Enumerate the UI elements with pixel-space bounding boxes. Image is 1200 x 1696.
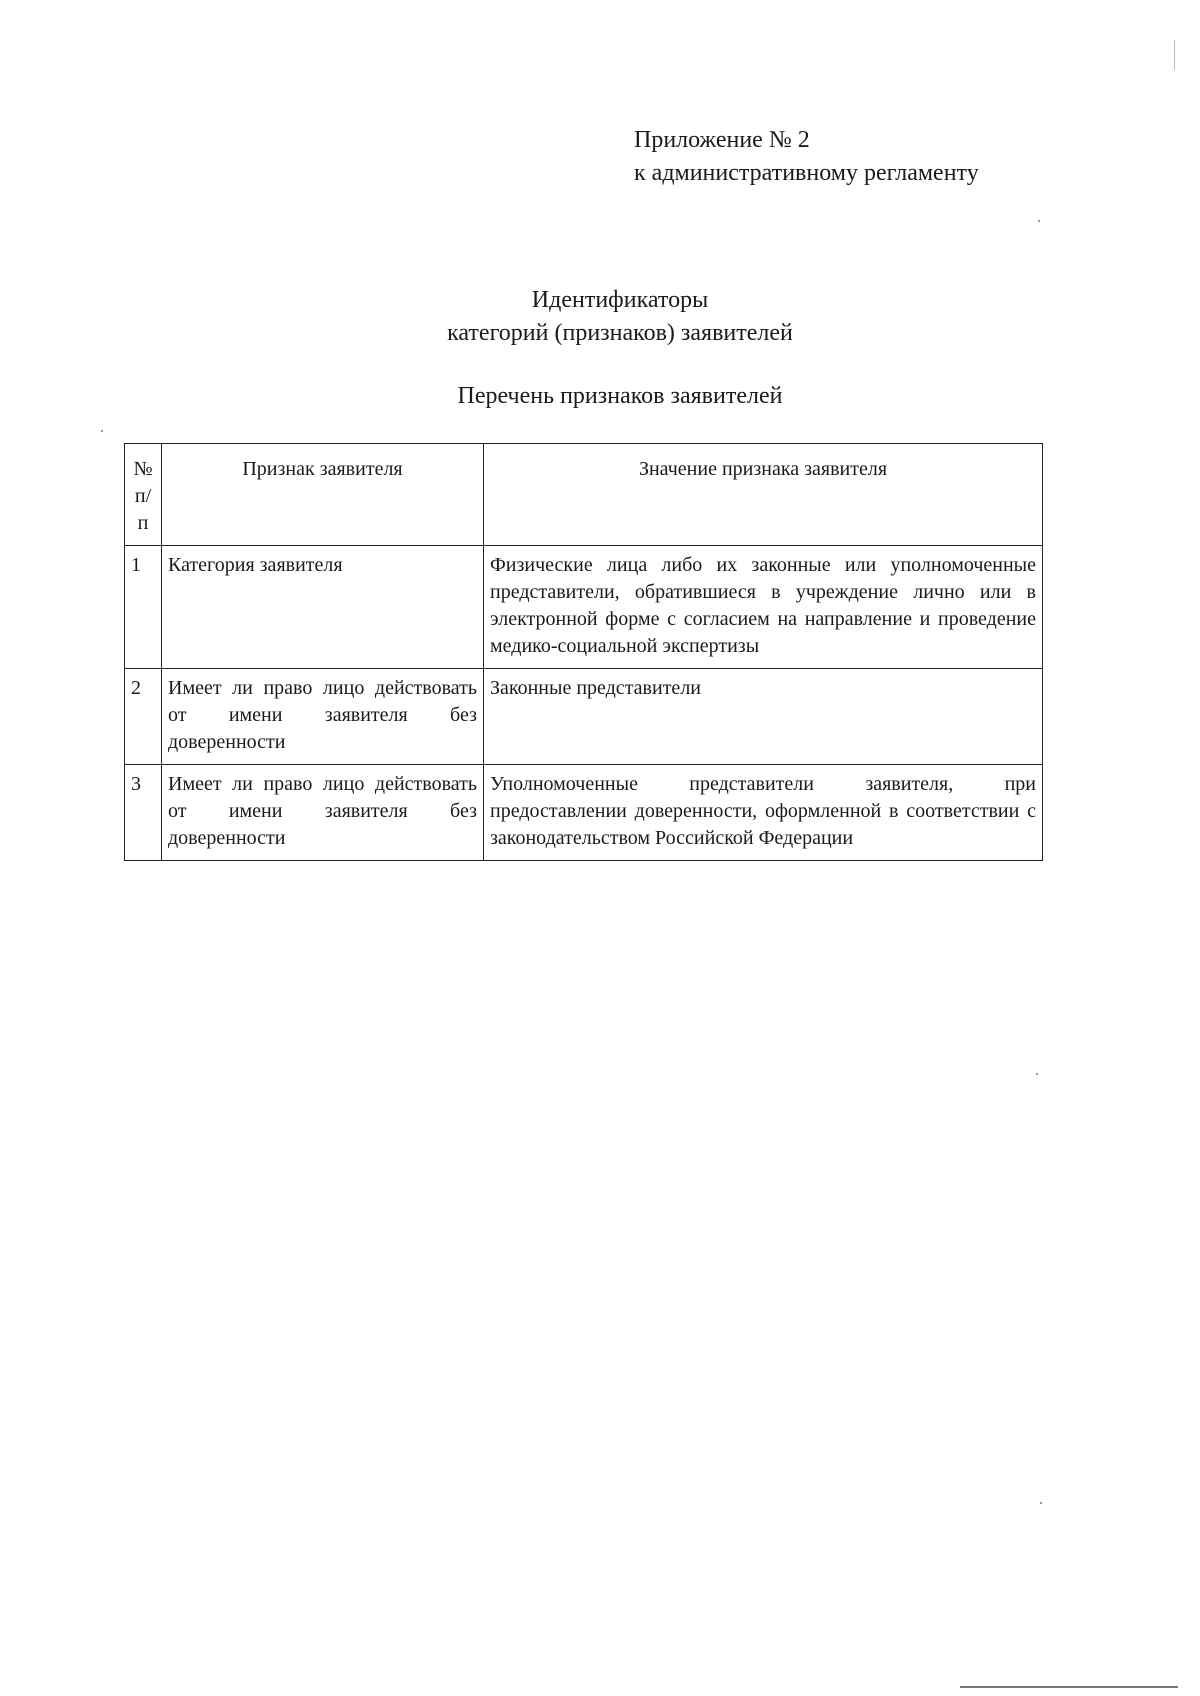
- row-value: Законные представители: [484, 669, 1043, 765]
- header-value: Значение признака заявителя: [484, 444, 1043, 546]
- scan-artifact: [1038, 220, 1040, 222]
- row-value: Уполномоченные представители заявителя, при предоставлении доверенности, оформленной в соответствии с законодательством Российской Федерации: [484, 765, 1043, 861]
- table-header-row: [125, 444, 1043, 546]
- title-line-2: категорий (признаков) заявителей: [447, 320, 793, 346]
- scan-artifact: [960, 1686, 1178, 1688]
- appendix-number: Приложение № 2: [634, 127, 810, 153]
- row-num: 3: [125, 765, 162, 861]
- row-num: 1: [125, 546, 162, 669]
- scan-artifact: [1040, 1502, 1042, 1504]
- document-title: [0, 284, 1200, 350]
- scan-artifact: [1174, 40, 1175, 70]
- table-row: [125, 765, 1043, 861]
- appendix-header: [634, 124, 979, 190]
- scan-artifact: [101, 430, 103, 432]
- row-attribute: Имеет ли право лицо действовать от имени заявителя без доверенности: [162, 765, 484, 861]
- header-attribute: Признак заявителя: [162, 444, 484, 546]
- table-caption: Перечень признаков заявителей: [457, 383, 783, 409]
- header-num: № п/п: [125, 444, 162, 546]
- row-value: Физические лица либо их законные или уполномоченные представители, обратившиеся в учреждение лично или в электронной форме с согласием на направление и проведение медико-социальной экспертизы: [484, 546, 1043, 669]
- attributes-table: [124, 443, 1043, 861]
- title-line-1: Идентификаторы: [531, 287, 709, 313]
- scan-artifact: [1036, 1073, 1038, 1075]
- table-row: [125, 669, 1043, 765]
- row-num: 2: [125, 669, 162, 765]
- table-row: [125, 546, 1043, 669]
- row-attribute: Категория заявителя: [162, 546, 484, 669]
- appendix-reference: к административному регламенту: [634, 160, 979, 186]
- row-attribute: Имеет ли право лицо действовать от имени заявителя без доверенности: [162, 669, 484, 765]
